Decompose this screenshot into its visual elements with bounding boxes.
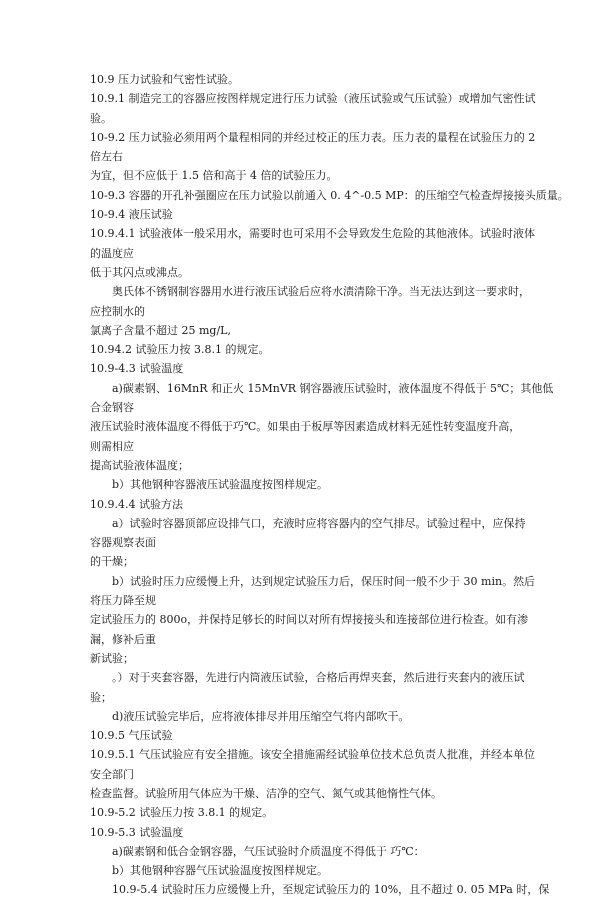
text-line: 倍左右 <box>90 150 123 164</box>
text-line: 将压力降至规 <box>90 594 156 608</box>
text-line: 验； <box>90 690 112 704</box>
text-line: 10.94.2 试验压力按 3.8.1 的规定。 <box>90 343 270 357</box>
text-line: 液压试验时液体温度不得低于巧℃。如果由于板厚等因素造成材料无延性转变温度升高， <box>90 420 521 434</box>
text-line: 10.9.5 气压试验 <box>90 729 173 743</box>
text-line: 10-9.4 液压试验 <box>90 208 173 222</box>
text-line: 合金钢容 <box>90 401 134 415</box>
text-line: a）试验时容器顶部应设排气口，充液时应将容器内的空气排尽。试验过程中，应保持 <box>112 516 526 530</box>
text-line: 10.9-5.4 试验时压力应缓慢上升，至规定试验压力的 10%，且不超过 0. 05 MPa 时，保 <box>112 883 550 897</box>
text-line: 。）对于夹套容器，先进行内筒液压试验，合格后再焊夹套，然后进行夹套内的液压试 <box>112 671 525 685</box>
text-line: 检查监督。试验所用气体应为干燥、洁净的空气、氮气或其他惰性气体。 <box>90 786 442 800</box>
text-line: 定试验压力的 800o，并保持足够长的时间以对所有焊接接头和连接部位进行检查。如有渗 <box>90 613 529 627</box>
text-line: 10.9-4.3 试验温度 <box>90 362 184 376</box>
text-line: 低于其闪点或沸点。 <box>90 265 189 279</box>
text-line: 10-9.2 压力试验必须用两个量程相同的并经过校正的压力表。压力表的量程在试验压力的 2 <box>90 130 536 144</box>
text-line: 10.9.5.1 气压试验应有安全措施。该安全措施需经试验单位技术总负责人批准，并经本单位 <box>90 748 535 762</box>
text-line: d)液压试验完毕后，应将液体排尽并用压缩空气将内部吹干。 <box>112 709 410 723</box>
text-line: 新试验； <box>90 651 134 665</box>
text-line: b）其他钢种容器气压试验温度按图样规定。 <box>112 864 329 878</box>
text-line: 10.9.4.1 试验液体一般采用水，需要时也可采用不会导致发生危险的其他液体。试验时液体 <box>90 227 535 241</box>
text-line: 氯离子含量不超过 25 mg/L, <box>90 323 231 337</box>
text-line: 提高试验液体温度； <box>90 458 189 472</box>
document-body <box>90 70 569 900</box>
text-line: 验。 <box>90 111 112 125</box>
text-line: 容器观察表面 <box>90 536 156 550</box>
text-line: 10.9-5.2 试验压力按 3.8.1 的规定。 <box>90 806 274 820</box>
text-line: b）试验时压力应缓慢上升，达到规定试验压力后，保压时间一般不少于 30 min。然后 <box>112 574 536 588</box>
text-line: 的温度应 <box>90 246 134 260</box>
text-line: 安全部门 <box>90 767 134 781</box>
text-line: 10.9-5.3 试验温度 <box>90 825 184 839</box>
text-line: b）其他钢种容器液压试验温度按图样规定。 <box>112 478 329 492</box>
text-line: 的干燥； <box>90 555 134 569</box>
text-line: 10.9 压力试验和气密性试验。 <box>90 73 239 86</box>
text-line: 漏，修补后重 <box>90 632 156 646</box>
text-line: 10.9.4.4 试验方法 <box>90 497 183 511</box>
text-line: 奥氏体不锈钢制容器用水进行液压试验后应将水渍清除干净。当无法达到这一要求时， <box>112 285 530 299</box>
text-line: a)碳素钢和低合金钢容器，气压试验时介质温度不得低于 巧℃： <box>112 844 425 858</box>
text-line: 10-9.3 容器的开孔补强圈应在压力试验以前通入 0. 4^-0.5 MP：的压缩空气检查焊接接头质量。 <box>90 188 569 202</box>
text-line: 应控制水的 <box>90 304 145 318</box>
text-line: 为宜，但不应低于 1.5 倍和高于 4 倍的试验压力。 <box>90 169 338 183</box>
text-line: 10.9.1 制造完工的容器应按图样规定进行压力试验（液压试验或气压试验）或增加气密性试 <box>90 92 536 106</box>
text-line: 则需相应 <box>90 439 134 453</box>
text-line: a)碳素钢、16MnR 和正火 15MnVR 钢容器液压试验时，液体温度不得低于 5℃；其他低 <box>112 381 554 395</box>
